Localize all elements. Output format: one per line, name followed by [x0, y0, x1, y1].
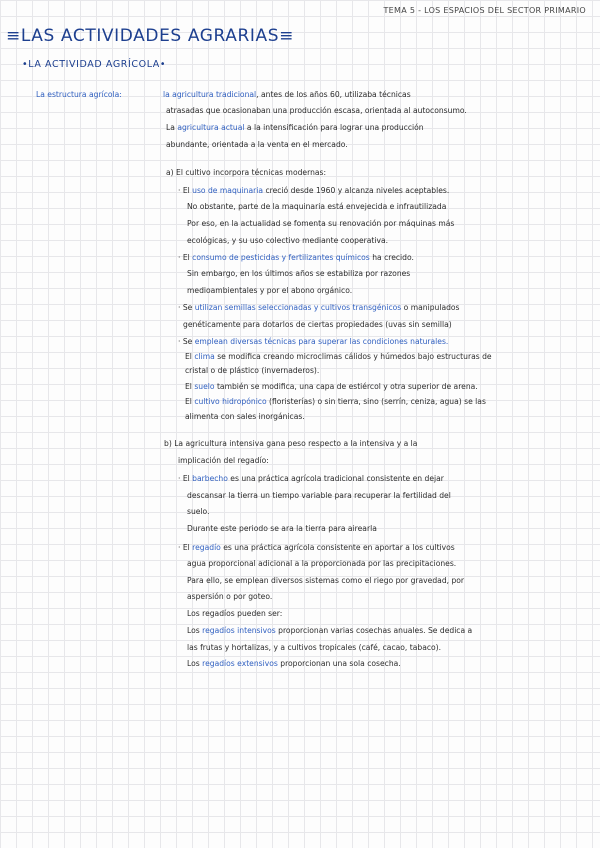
pesticides-line-2: Sin embargo, en los últimos años se estabiliza por razones	[187, 269, 411, 278]
intro-line-1: la agricultura tradicional, antes de los años 60, utilizaba técnicas	[163, 90, 411, 99]
hydroponic-line-1: El cultivo hidropónico (floristerías) o sin tierra, sino (serrín, ceniza, agua) se las	[185, 397, 486, 406]
term-traditional-agriculture: la agricultura tradicional	[163, 90, 257, 99]
seeds-line-2: genéticamente para dotarlos de ciertas propiedades (uvas sin semilla)	[183, 320, 452, 329]
intro-line-2: atrasadas que ocasionaban una producción escasa, orientada al autoconsumo.	[166, 106, 467, 115]
irrigation-line-3: Para ello, se emplean diversos sistemas como el riego por gravedad, por	[187, 576, 465, 585]
seeds-line-1: · Se utilizan semillas seleccionadas y cultivos transgénicos o manipulados	[178, 303, 460, 312]
term-extensive-irrigation: regadíos extensivos	[202, 659, 278, 668]
machinery-line-3: Por eso, en la actualidad se fomenta su renovación por máquinas más	[187, 219, 455, 228]
term-intensive-irrigation: regadíos intensivos	[202, 626, 276, 635]
machinery-line-4: ecológicas, y su uso colectivo mediante cooperativa.	[187, 236, 389, 245]
irrigation-line-2: agua proporcional adicional a la proporcionada por las precipitaciones.	[187, 559, 457, 568]
section-title: •LA ACTIVIDAD AGRÍCOLA•	[22, 59, 167, 70]
machinery-line-1: · El uso de maquinaria creció desde 1960 y alcanza niveles aceptables.	[178, 186, 450, 195]
term-climate: clima	[194, 352, 215, 361]
pesticides-line-1: · El consumo de pesticidas y fertilizantes químicos ha crecido.	[178, 253, 414, 262]
fallow-line-1: · El barbecho es una práctica agrícola tradicional consistente en dejar	[178, 474, 444, 483]
irrigation-line-5: Los regadíos pueden ser:	[187, 609, 283, 618]
irrigation-line-8: Los regadíos extensivos proporcionan una sola cosecha.	[187, 659, 401, 668]
section-a-heading: a) El cultivo incorpora técnicas modernas:	[166, 168, 327, 177]
term-soil: suelo	[194, 382, 215, 391]
term-machinery: uso de maquinaria	[192, 186, 264, 195]
irrigation-line-1: · El regadío es una práctica agrícola consistente en aportar a los cultivos	[178, 543, 455, 552]
climate-line-2: cristal o de plástico (invernaderos).	[185, 366, 320, 375]
section-b-heading-1: b) La agricultura intensiva gana peso respecto a la intensiva y a la	[164, 439, 418, 448]
irrigation-line-6: Los regadíos intensivos proporcionan varias cosechas anuales. Se dedica a	[187, 626, 473, 635]
term-irrigation: regadío	[192, 543, 221, 552]
intro-label: La estructura agrícola:	[36, 90, 122, 99]
term-seeds: utilizan semillas seleccionadas y cultivos transgénicos	[194, 303, 402, 312]
pesticides-line-3: medioambientales y por el abono orgánico.	[187, 286, 353, 295]
intro-line-3: La agricultura actual a la intensificación para lograr una producción	[166, 123, 424, 132]
irrigation-line-4: aspersión o por goteo.	[187, 592, 273, 601]
term-hydroponic: cultivo hidropónico	[194, 397, 267, 406]
page-title: ≡LAS ACTIVIDADES AGRARIAS≡	[6, 26, 294, 46]
topic-header: TEMA 5 - LOS ESPACIOS DEL SECTOR PRIMARIO	[383, 6, 586, 15]
techniques-line: · Se emplean diversas técnicas para superar las condiciones naturales.	[178, 337, 449, 346]
section-b-heading-2: implicación del regadío:	[178, 456, 269, 465]
climate-line-1: El clima se modifica creando microclimas cálidos y húmedos bajo estructuras de	[185, 352, 492, 361]
term-current-agriculture: agricultura actual	[177, 123, 245, 132]
fallow-line-2: descansar la tierra un tiempo variable para recuperar la fertilidad del	[187, 491, 451, 500]
irrigation-line-7: las frutas y hortalizas, y a cultivos tropicales (café, cacao, tabaco).	[187, 643, 442, 652]
term-techniques: emplean diversas técnicas para superar las condiciones naturales.	[194, 337, 449, 346]
fallow-line-4: Durante este periodo se ara la tierra para airearla	[187, 524, 377, 533]
intro-line-4: abundante, orientada a la venta en el mercado.	[166, 140, 348, 149]
term-fallow: barbecho	[192, 474, 228, 483]
soil-line: El suelo también se modifica, una capa de estiércol y otra superior de arena.	[185, 382, 478, 391]
fallow-line-3: suelo.	[187, 507, 210, 516]
machinery-line-2: No obstante, parte de la maquinaria está envejecida e infrautilizada	[187, 202, 447, 211]
hydroponic-line-2: alimenta con sales inorgánicas.	[185, 412, 305, 421]
term-pesticides: consumo de pesticidas y fertilizantes químicos	[192, 253, 370, 262]
